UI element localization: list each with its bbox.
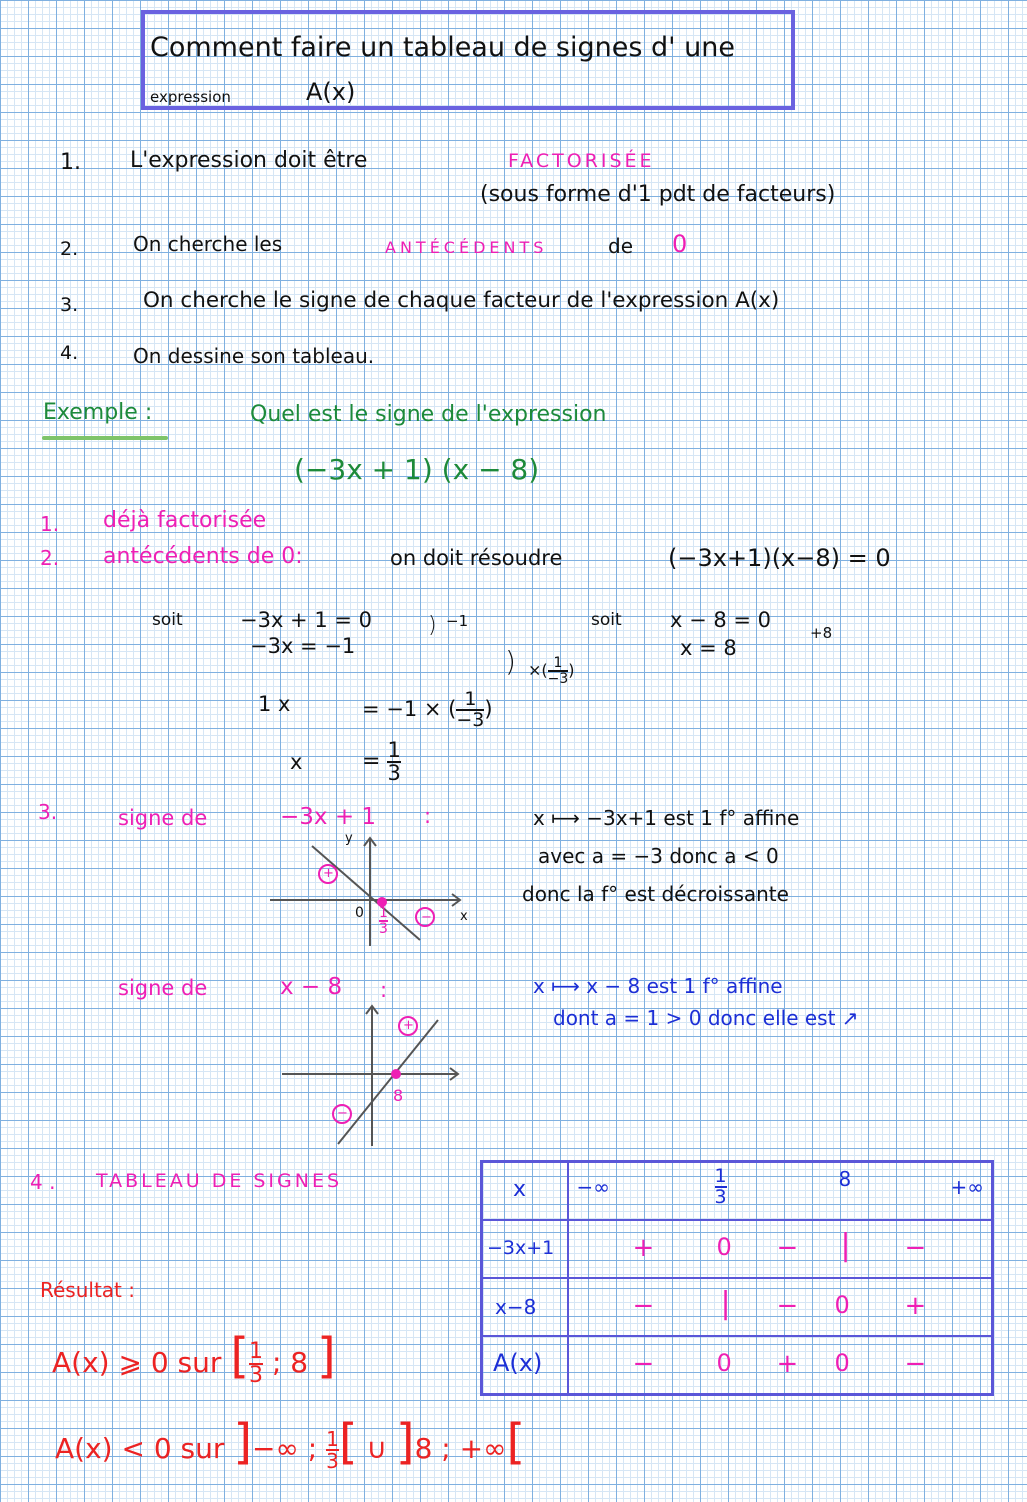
example-expression: (−3x + 1) (x − 8): [294, 453, 540, 486]
sign1-colon: :: [424, 804, 432, 828]
table-row-label-cell: [482, 1336, 568, 1395]
graph-2: [280, 1000, 470, 1150]
part2-text: antécédents de 0:: [103, 544, 303, 569]
eq-line-4-left: x: [290, 750, 303, 774]
table-root-2: 8: [838, 1167, 852, 1191]
step-4-text: On dessine son tableau.: [133, 344, 375, 368]
eq-line-2: −3x = −1: [250, 634, 356, 658]
title-line-1: Comment faire un tableau de signes d' une: [150, 32, 735, 63]
desc1-line-1: x ⟼ −3x+1 est 1 f° affine: [533, 806, 800, 830]
title-line-2-prefix: expression: [150, 88, 231, 106]
part1-number: 1.: [40, 512, 60, 536]
sign2-expression: x − 8: [280, 974, 343, 1000]
part2-equation: (−3x+1)(x−8) = 0: [668, 544, 891, 572]
table-header-values: [568, 1162, 993, 1221]
graph2-plus: +: [403, 1018, 414, 1033]
table-row-label: −3x+1: [487, 1237, 555, 1259]
step-2-highlight: ANTÉCÉDENTS: [385, 238, 548, 257]
table-row-label: x−8: [495, 1295, 537, 1319]
eq-op-bracket-1: ): [428, 613, 437, 638]
table-row-label-cell: [482, 1220, 568, 1278]
step-2-text: On cherche les: [133, 232, 283, 256]
graph1-minus: −: [421, 910, 432, 925]
step-2-number: 2.: [60, 238, 79, 260]
table-cell: −: [904, 1349, 927, 1379]
result-line-1: A(x) ⩾ 0 sur [ $\frac{1}{3}$ ; 8 ]: [52, 1328, 336, 1388]
graph2-root: 8: [393, 1086, 404, 1105]
eq-line-4-right: = $\frac{1}{3}$: [362, 738, 401, 785]
table-neg-inf: −∞: [576, 1175, 610, 1199]
sign2-label: signe de: [118, 976, 208, 1000]
desc1-line-2: avec a = −3 donc a < 0: [538, 844, 779, 868]
table-row-values: [568, 1278, 993, 1336]
graph1-root: $\frac{1}{3}$: [379, 905, 388, 937]
sign-table: [480, 1160, 994, 1396]
graph2-minus: −: [337, 1106, 348, 1121]
table-cell: 0: [716, 1349, 732, 1377]
table-header-row: [482, 1162, 993, 1221]
result-line-2: A(x) < 0 sur ]−∞ ; $\frac{1}{3}$ [ ∪ ]8 ; +∞[: [55, 1414, 526, 1473]
part2-text-2: on doit résoudre: [390, 546, 563, 570]
eq-op-1: −1: [446, 612, 469, 630]
part4-title: TABLEAU DE SIGNES: [96, 1170, 343, 1192]
eq-op-bracket-2: ): [505, 645, 516, 678]
graph1-y-label: y: [345, 831, 353, 846]
table-cell: +: [904, 1291, 927, 1321]
table-cell: −: [904, 1233, 927, 1263]
eq-line-3-left: 1 x: [258, 692, 291, 716]
table-cell: −: [776, 1233, 799, 1263]
step-2-zero: 0: [672, 230, 688, 258]
step-1-highlight: FACTORISÉE: [508, 150, 655, 172]
example-label: Exemple :: [43, 400, 153, 425]
table-root-1: $\frac{1}{3}$: [714, 1165, 727, 1208]
step-1-text: L'expression doit être: [130, 148, 368, 173]
eq-right-op: +8: [810, 624, 833, 642]
part1-text: déjà factorisée: [103, 508, 267, 533]
graph1-origin: 0: [355, 905, 364, 921]
desc1-line-3: donc la f° est décroissante: [522, 882, 789, 906]
left-soit: soit: [152, 610, 183, 630]
eq-right-2: x = 8: [680, 636, 737, 660]
table-cell: +: [632, 1233, 655, 1263]
table-cell: −: [776, 1291, 799, 1321]
table-row-values: [568, 1220, 993, 1278]
step-1-note: (sous forme d'1 pdt de facteurs): [480, 182, 836, 207]
table-cell: −: [632, 1291, 655, 1321]
step-3-number: 3.: [60, 294, 79, 316]
desc2-line-1: x ⟼ x − 8 est 1 f° affine: [533, 974, 783, 998]
part4-number: 4 .: [30, 1170, 56, 1194]
example-underline: [42, 436, 168, 440]
graph1-plus: +: [323, 866, 334, 881]
table-row: [482, 1336, 993, 1395]
example-question: Quel est le signe de l'expression: [250, 402, 607, 427]
step-2-tail: de: [608, 234, 633, 258]
table-cell: 0: [716, 1233, 732, 1261]
part3-number: 3.: [38, 800, 58, 824]
table-cell: |: [840, 1228, 851, 1263]
step-1-number: 1.: [60, 150, 81, 175]
table-row-values: [568, 1336, 993, 1395]
table-pos-inf: +∞: [950, 1175, 984, 1199]
table-header-cell: [482, 1162, 568, 1221]
table-row: [482, 1220, 993, 1278]
title-line-2-expr: A(x): [306, 78, 356, 106]
eq-line-1: −3x + 1 = 0: [240, 608, 372, 632]
table-cell: −: [632, 1349, 655, 1379]
sign2-colon: :: [380, 978, 388, 1002]
desc2-line-2: dont a = 1 > 0 donc elle est ↗: [553, 1006, 859, 1030]
right-soit: soit: [591, 610, 622, 630]
graph1-x-label: x: [460, 909, 468, 924]
result-label: Résultat :: [40, 1278, 135, 1302]
table-row-label-cell: [482, 1278, 568, 1336]
eq-line-3-right: = −1 × ( $\frac{1}{-3}$ ): [362, 688, 493, 731]
eq-op-3: ×( $\frac{1}{-3}$ ): [528, 655, 575, 687]
sign1-label: signe de: [118, 806, 208, 830]
sign1-expression: −3x + 1: [280, 804, 377, 830]
graph-1: [260, 828, 480, 948]
table-cell: +: [776, 1349, 799, 1379]
table-row: [482, 1278, 993, 1336]
eq-right-1: x − 8 = 0: [670, 608, 772, 632]
table-cell: |: [720, 1286, 731, 1321]
part2-number: 2.: [40, 546, 60, 570]
table-var: x: [513, 1177, 527, 1202]
table-cell: 0: [834, 1291, 850, 1319]
table-row-label: A(x): [493, 1349, 543, 1377]
step-3-text: On cherche le signe de chaque facteur de l'expression A(x): [143, 288, 780, 313]
step-4-number: 4.: [60, 342, 79, 364]
table-cell: 0: [834, 1349, 850, 1377]
